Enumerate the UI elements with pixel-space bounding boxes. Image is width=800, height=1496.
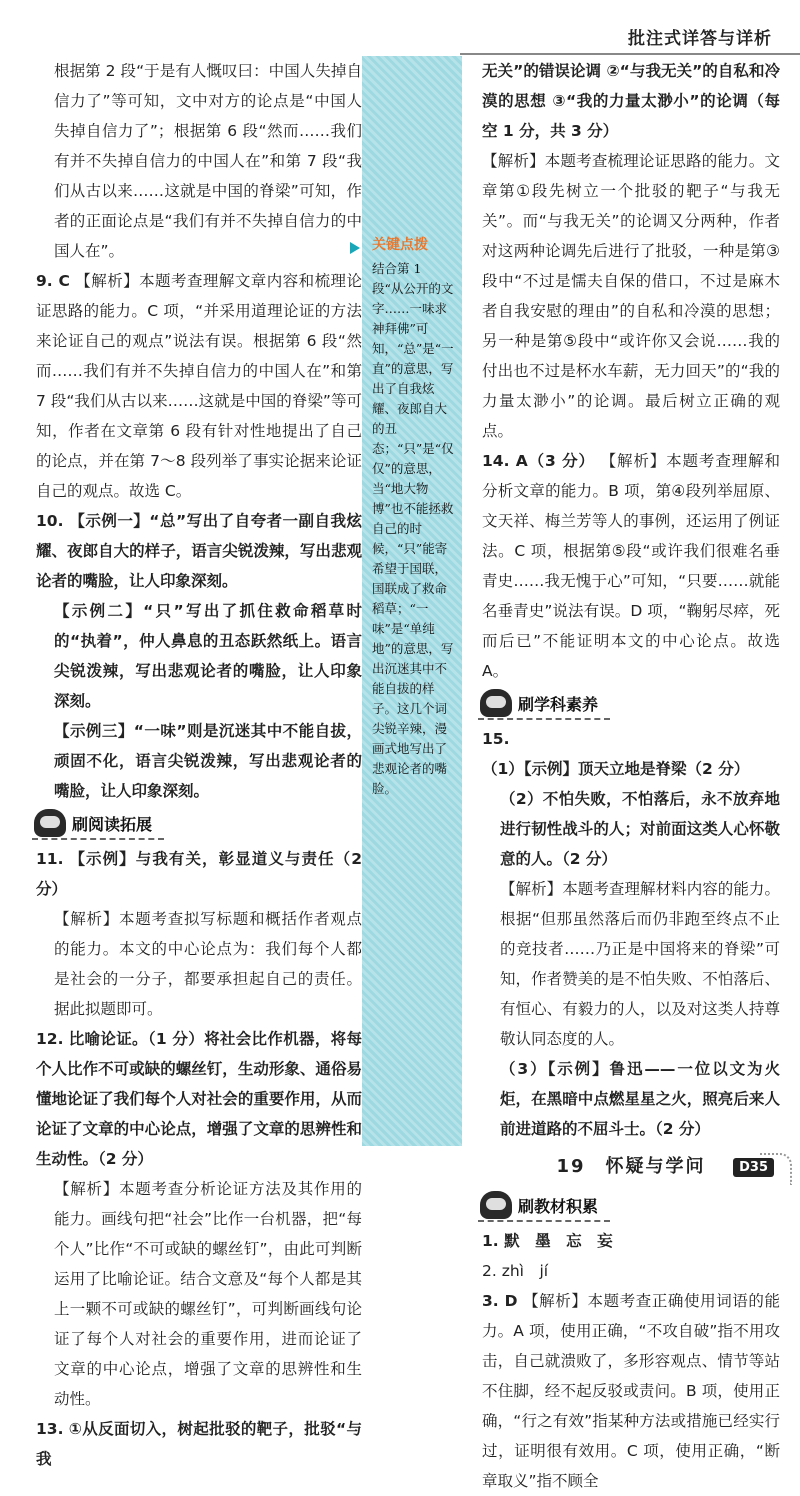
q13-answer: ①从反面切入，树起批驳的靶子，批驳“与我 (36, 1420, 363, 1468)
q15-analysis: 【解析】本题考查理解材料内容的能力。根据“但那虽然落后而仍非跑至终点不止的竞技者……乃正是中国将来的脊梁”可知，作者赞美的是不怕失败、不怕落后、有恒心、有毅力的人，以及对这类人持尊敬认同态度的人。 (500, 880, 780, 1048)
q14 (482, 446, 780, 686)
q13-analysis: 【解析】本题考查梳理论证思路的能力。文章第①段先树立一个批驳的靶子“与我无关”。而“与我无关”的论调又分两种，作者对这两种论调先后进行了批驳，一种是第③段中“不过是懦夫自保的借口，不过是麻木者自我安慰的理由”的自私和冷漠的思想；另一种是第⑤段中“或许你又会说……我的付出也不过是杯水车薪，无力回天”的“我的力量太渺小”的论调。最后树立正确的观点。 (482, 152, 780, 440)
q9-number: 9. C (36, 272, 70, 290)
q15 (482, 724, 780, 784)
q12-analysis: 【解析】本题考查分析论证方法及其作用的能力。画线句把“社会”比作一台机器，把“每个人”比作“不可或缺的螺丝钉”，由此可判断运用了比喻论证。结合文意及“每个人都是其上一颗不可或缺的螺丝钉”，可判断画线句论证了每个人对社会的重要作用，进而论证了文章的中心论点，增强了文章的思辨性和生动性。 (54, 1180, 362, 1408)
intro-text: 根据第 2 段“于是有人慨叹曰：中国人失掉自信力了”等可知，文中对方的论点是“中国人失掉自信力了”；根据第 6 段“然而……我们有并不失掉自信力的中国人在”和第 7 段“我们从古以来……这就是中国的脊梁”可知，作者的正面论点是“我们有并不失掉自信力的中国人在”。 (54, 62, 362, 260)
header-title: 批注式详答与详析 (628, 29, 772, 49)
header-divider (460, 53, 800, 55)
q15-part-3: （3）【示例】鲁迅——一位以文为火炬，在黑暗中点燃星星之火，照亮后来人前进道路的不屈斗士。（2 分） (500, 1060, 780, 1138)
section-badge-textbook (478, 1194, 610, 1222)
q13-continued: 无关”的错误论调 ②“与我无关”的自私和冷漠的思想 ③“我的力量太渺小”的论调（每空 1 分，共 3 分） (482, 62, 780, 140)
badge-icon (34, 809, 66, 837)
q11 (36, 844, 362, 904)
q12-answer: 比喻论证。（1 分）将社会比作机器，将每个人比作不可或缺的螺丝钉，生动形象、通俗易懂地论证了我们每个人对社会的重要作用，从而论证了文章的中心论点，增强了文章的思辨性和生动性。（2 分） (36, 1030, 362, 1168)
q11-number: 11. (36, 850, 64, 868)
badge-label: 刷教材积累 (518, 1197, 599, 1216)
q3-number: 3. D (482, 1292, 518, 1310)
q13-number: 13. (36, 1420, 64, 1438)
q10-example-3: 【示例三】“一味”则是沉迷其中不能自拔，顽固不化，语言尖锐泼辣，写出悲观论者的嘴脸，让人印象深刻。 (54, 722, 362, 800)
q15-part-2: （2）不怕失败，不怕落后，永不放弃地进行韧性战斗的人；对前面这类人心怀敬意的人。（2 分） (500, 790, 780, 868)
q9 (36, 266, 362, 506)
q15-part-1: （1）【示例】顶天立地是脊梁（2 分） (482, 760, 750, 778)
q12 (36, 1024, 362, 1174)
q3 (482, 1286, 780, 1496)
side-tip-text: 结合第 1 段“从公开的文字……一味求神拜佛”可知，“总”是“一直”的意思，写出了自我炫耀、夜郎自大的丑态；“只”是“仅仅”的意思，当“地大物博”也不能拯救自己的时候，“只”能寄希望于国联，国联成了救命稻草；“一味”是“单纯地”的意思，写出沉迷其中不能自拔的样子。这几个词尖锐辛辣，漫画式地写出了悲观论者的嘴脸。 (372, 261, 454, 796)
side-tip (372, 235, 456, 799)
page-header (0, 0, 800, 52)
badge-icon (480, 1191, 512, 1219)
section-title: 19 怀疑与学问 (556, 1156, 706, 1177)
q3-text: 【解析】本题考查正确使用词语的能力。A 项，使用正确，“不攻自破”指不用攻击，自己就溃败了，多形容观点、情节等站不住脚，经不起反驳或责问。B 项，使用正确，“行之有效”指某种方法或措施已经实行过，证明很有效用。C 项，使用正确，“断章取义”指不顾全 (482, 1292, 780, 1490)
q10 (36, 506, 362, 596)
q11-analysis: 【解析】本题考查拟写标题和概括作者观点的能力。本文的中心论点为：我们每个人都是社会的一分子，都要承担起自己的责任。据此拟题即可。 (54, 910, 362, 1018)
page-number: D35 (733, 1158, 774, 1177)
q14-number: 14. A (482, 452, 528, 470)
badge-icon (480, 689, 512, 717)
q10-number: 10. (36, 512, 64, 530)
section-badge-reading (32, 812, 164, 840)
q14-text: 【解析】本题考查理解和分析文章的能力。B 项，第④段列举屈原、文天祥、梅兰芳等人的事例，还运用了例证法。C 项，根据第⑤段“或许我们很难名垂青史……我无愧于心”可知，“只要……就能名垂青史”说法有误。D 项，“鞠躬尽瘁，死而后已”不能证明本文的中心论点。故选 A。 (482, 452, 780, 680)
q13 (36, 1414, 362, 1474)
q12-number: 12. (36, 1030, 64, 1048)
q15-number: 15. (482, 730, 510, 748)
q1: 1. 默 墨 忘 妄 (482, 1232, 613, 1250)
right-column (482, 56, 780, 1496)
q2: 2. zhì jí (482, 1262, 549, 1280)
section-badge-literacy (478, 692, 610, 720)
badge-label: 刷阅读拓展 (72, 815, 153, 834)
page-corner-decoration (760, 1153, 792, 1185)
badge-label: 刷学科素养 (518, 695, 599, 714)
q10-example-1: 【示例一】“总”写出了自夸者一副自我炫耀、夜郎自大的样子，语言尖锐泼辣，写出悲观论者的嘴脸，让人印象深刻。 (36, 512, 362, 590)
q10-example-2: 【示例二】“只”写出了抓住救命稻草时的“执着”，仲人鼻息的丑态跃然纸上。语言尖锐泼辣，写出悲观论者的嘴脸，让人印象深刻。 (54, 602, 362, 710)
q14-score: （3 分） (527, 452, 595, 470)
q9-text: 【解析】本题考查理解文章内容和梳理论证思路的能力。C 项，“并采用道理论证的方法来论证自己的观点”说法有误。根据第 6 段“然而……我们有并不失掉自信力的中国人在”和第 7 段“我们从古以来……这就是中国的脊梁”等可知，作者在文章第 6 段有针对性地提出了自己的论点，并在第 7～8 段列举了事实论据来论证自己的观点。故选 C。 (36, 272, 362, 500)
q11-answer: 【示例】与我有关，彰显道义与责任（2 分） (36, 850, 362, 898)
left-column (36, 56, 362, 1474)
side-tip-title: 关键点拨 (372, 237, 428, 253)
